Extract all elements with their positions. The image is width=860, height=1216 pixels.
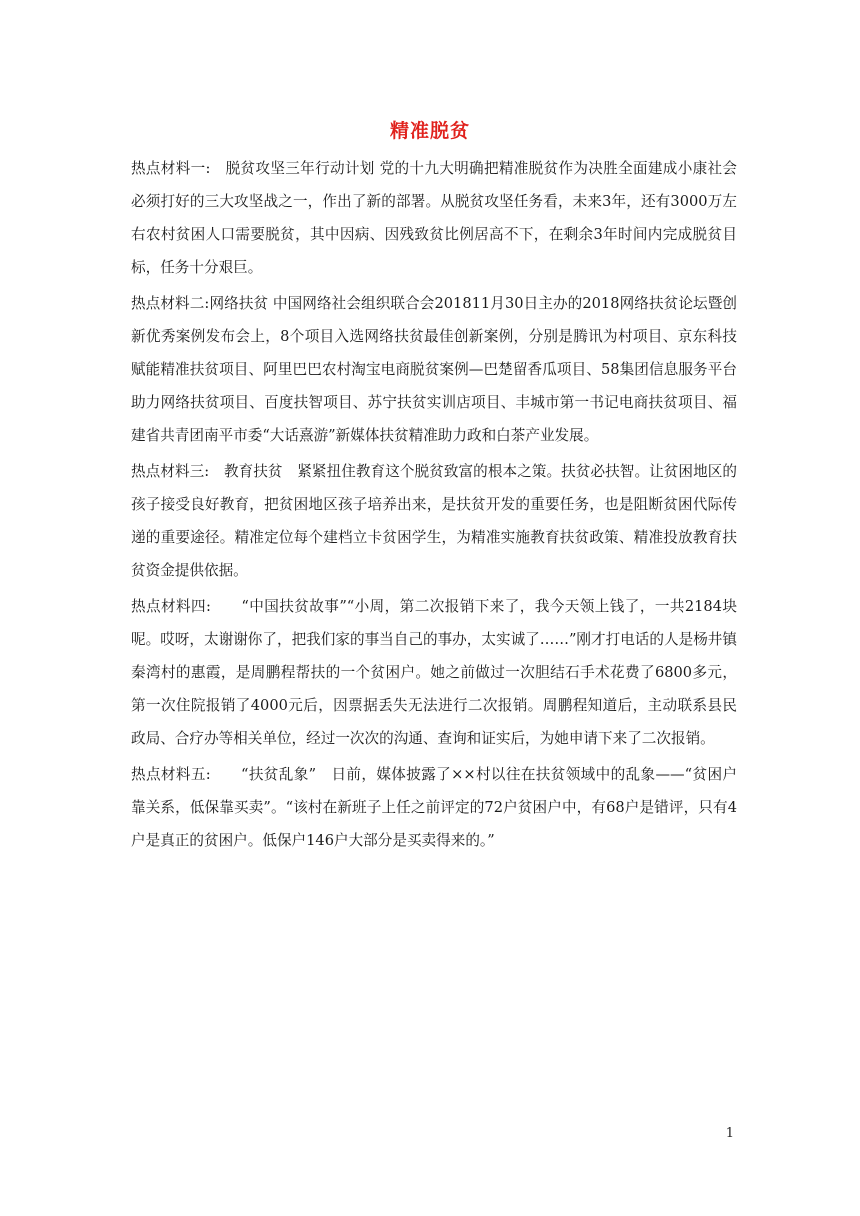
paragraph-material-5: 热点材料五: “扶贫乱象” 日前，媒体披露了××村以往在扶贫领域中的乱象——“贫困户靠关系，低保靠买卖”。“该村在新班子上任之前评定的72户贫困户中，有68户是错评，只有4户是真正的贫困户。低保户146户大部分是买卖得来的。” [131, 766, 737, 849]
paragraph-material-4: 热点材料四: “中国扶贫故事”“小周，第二次报销下来了，我今天领上钱了，一共2184块呢。哎呀，太谢谢你了，把我们家的事当自己的事办，太实诚了……”刚才打电话的人是杨井镇秦湾村的惠霞，是周鹏程帮扶的一个贫困户。她之前做过一次胆结石手术花费了6800多元，第一次住院报销了4000元后，因票据丢失无法进行二次报销。周鹏程知道后，主动联系县民政局、合疗办等相关单位，经过一次次的沟通、查询和证实后，为她申请下来了二次报销。 [131, 598, 737, 747]
paragraph-material-2: 热点材料二:网络扶贫 中国网络社会组织联合会201811月30日主办的2018网络扶贫论坛暨创新优秀案例发布会上，8个项目入选网络扶贫最佳创新案例，分别是腾讯为村项目、京东科技赋能精准扶贫项目、阿里巴巴农村淘宝电商脱贫案例—巴楚留香瓜项目、58集团信息服务平台助力网络扶贫项目、百度扶智项目、苏宁扶贫实训店项目、丰城市第一书记电商扶贫项目、福建省共青团南平市委“大话熹游”新媒体扶贫精准助力政和白茶产业发展。 [131, 295, 737, 444]
document-body [131, 152, 737, 860]
page-number: 1 [725, 1126, 734, 1141]
paragraph-material-1: 热点材料一: 脱贫攻坚三年行动计划 党的十九大明确把精准脱贫作为决胜全面建成小康社会必须打好的三大攻坚战之一，作出了新的部署。从脱贫攻坚任务看，未来3年，还有3000万左右农村贫困人口需要脱贫，其中因病、因残致贫比例居高不下，在剩余3年时间内完成脱贫目标，任务十分艰巨。 [131, 160, 737, 276]
document-title: 精准脱贫 [389, 120, 470, 142]
paragraph-material-3: 热点材料三: 教育扶贫 紧紧扭住教育这个脱贫致富的根本之策。扶贫必扶智。让贫困地区的孩子接受良好教育，把贫困地区孩子培养出来，是扶贫开发的重要任务，也是阻断贫困代际传递的重要途径。精准定位每个建档立卡贫困学生，为精准实施教育扶贫政策、精准投放教育扶贫资金提供依据。 [131, 463, 737, 579]
